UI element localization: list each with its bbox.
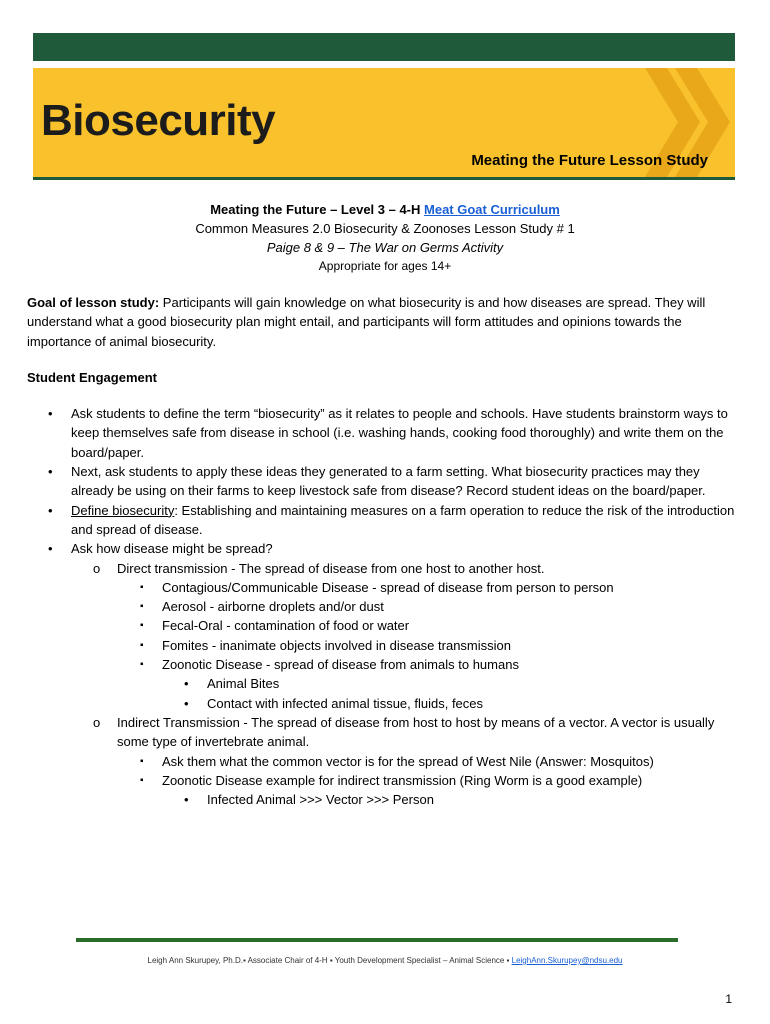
square-marker: ▪ (140, 774, 144, 786)
circle-marker: o (93, 560, 101, 576)
engagement-heading: Student Engagement (27, 369, 158, 385)
goal-paragraph (27, 293, 737, 351)
header-line-1 (0, 200, 770, 219)
list-item-text: Fomites - inanimate objects involved in disease transmission (162, 637, 511, 653)
list-item-text: Direct transmission - The spread of disease from one host to another host. (117, 560, 545, 576)
list-item-text: Infected Animal >>> Vector >>> Person (207, 792, 434, 808)
title-banner (33, 68, 735, 177)
goal-text: Participants will gain knowledge on what biosecurity is and how diseases are spread. They will understand what a good biosecurity plan might entail, and participants will form attitudes and opinions towards the importance of animal biosecurity. (27, 295, 706, 349)
direct-transmission-item (71, 559, 737, 713)
page-number: 1 (725, 992, 732, 1006)
bullet-marker: • (184, 695, 189, 711)
lesson-header (0, 200, 770, 276)
indirect-transmission-item (71, 713, 737, 809)
square-marker: ▪ (140, 755, 144, 767)
header-line-4: Appropriate for ages 14+ (318, 259, 452, 273)
list-item (162, 790, 737, 809)
list-item (117, 771, 737, 810)
lesson-content (27, 293, 737, 809)
list-item-text: Zoonotic Disease - spread of disease from animals to humans (162, 657, 519, 673)
banner-subtitle: Meating the Future Lesson Study (471, 152, 708, 169)
list-item-text: Animal Bites (207, 676, 280, 692)
bullet-marker: • (48, 502, 53, 518)
list-item-text: : Establishing and maintaining measures on a farm operation to reduce the risk of the introduction and spread of disease. (71, 502, 735, 537)
square-marker: ▪ (140, 620, 144, 632)
list-item (162, 674, 737, 693)
zoonotic-list (162, 674, 737, 713)
transmission-list (71, 559, 737, 810)
list-item (117, 655, 737, 713)
list-item-text: Indirect Transmission - The spread of disease from host to host by means of a vector. A vector is usually some type of invertebrate animal. (117, 714, 715, 750)
define-biosecurity-term: Define biosecurity (71, 502, 175, 518)
header-line-3: Paige 8 & 9 – The War on Germs Activity (266, 240, 504, 255)
list-item-text: Ask how disease might be spread? (71, 541, 273, 557)
list-item-text: Contact with infected animal tissue, fluids, feces (207, 695, 484, 711)
list-item (117, 752, 737, 771)
square-marker: ▪ (140, 601, 144, 613)
goal-label: Goal of lesson study: (27, 295, 160, 310)
list-item-text: Zoonotic Disease example for indirect transmission (Ring Worm is a good example) (162, 772, 643, 788)
author-email-link[interactable]: LeighAnn.Skurupey@ndsu.edu (511, 956, 623, 965)
circle-marker: o (93, 714, 101, 730)
list-item-text: Ask them what the common vector is for the spread of West Nile (Answer: Mosquitos) (162, 753, 654, 769)
direct-transmission-list (117, 578, 737, 713)
footer (0, 956, 770, 965)
example-list (162, 790, 737, 809)
header-line-2: Common Measures 2.0 Biosecurity & Zoonoses Lesson Study # 1 (195, 221, 575, 236)
document-title: Biosecurity (41, 96, 276, 145)
list-item (117, 597, 737, 616)
square-marker: ▪ (140, 581, 144, 593)
meat-goat-curriculum-link[interactable]: Meat Goat Curriculum (424, 202, 560, 217)
square-marker: ▪ (140, 639, 144, 651)
banner-underline (33, 177, 735, 180)
engagement-list (27, 404, 737, 809)
list-item (27, 462, 737, 501)
list-item-text: Aerosol - airborne droplets and/or dust (162, 599, 384, 615)
list-item (27, 404, 737, 462)
bullet-marker: • (48, 406, 53, 422)
header-line-1-text: Meating the Future – Level 3 – 4-H (210, 202, 425, 217)
footer-text: Leigh Ann Skurupey, Ph.D.▪ Associate Chair of 4-H ▪ Youth Development Specialist – Animal Science ▪ (147, 956, 512, 965)
top-green-bar (33, 33, 735, 61)
list-item (27, 501, 737, 540)
list-item-text: Next, ask students to apply these ideas they generated to a farm setting. What biosecurity practices may they already be using on their farms to keep livestock safe from disease? Record student ideas on the board/paper. (71, 464, 706, 499)
list-item (117, 578, 737, 597)
indirect-transmission-list (117, 752, 737, 810)
list-item (162, 694, 737, 713)
bullet-marker: • (48, 464, 53, 480)
list-item (117, 616, 737, 635)
square-marker: ▪ (140, 659, 144, 671)
list-item-text: Fecal-Oral - contamination of food or water (162, 618, 410, 634)
bullet-marker: • (184, 792, 189, 808)
bullet-marker: • (184, 676, 189, 692)
footer-divider (76, 938, 678, 942)
list-item-text: Ask students to define the term “biosecurity” as it relates to people and schools. Have students brainstorm ways to keep themselves safe from disease in school (i.e. washing hands, cooking food thoroughly) and write them on the board/paper. (71, 406, 728, 460)
list-item-text: Contagious/Communicable Disease - spread of disease from person to person (162, 579, 614, 595)
bullet-marker: • (48, 541, 53, 557)
list-item (27, 539, 737, 809)
list-item (117, 636, 737, 655)
